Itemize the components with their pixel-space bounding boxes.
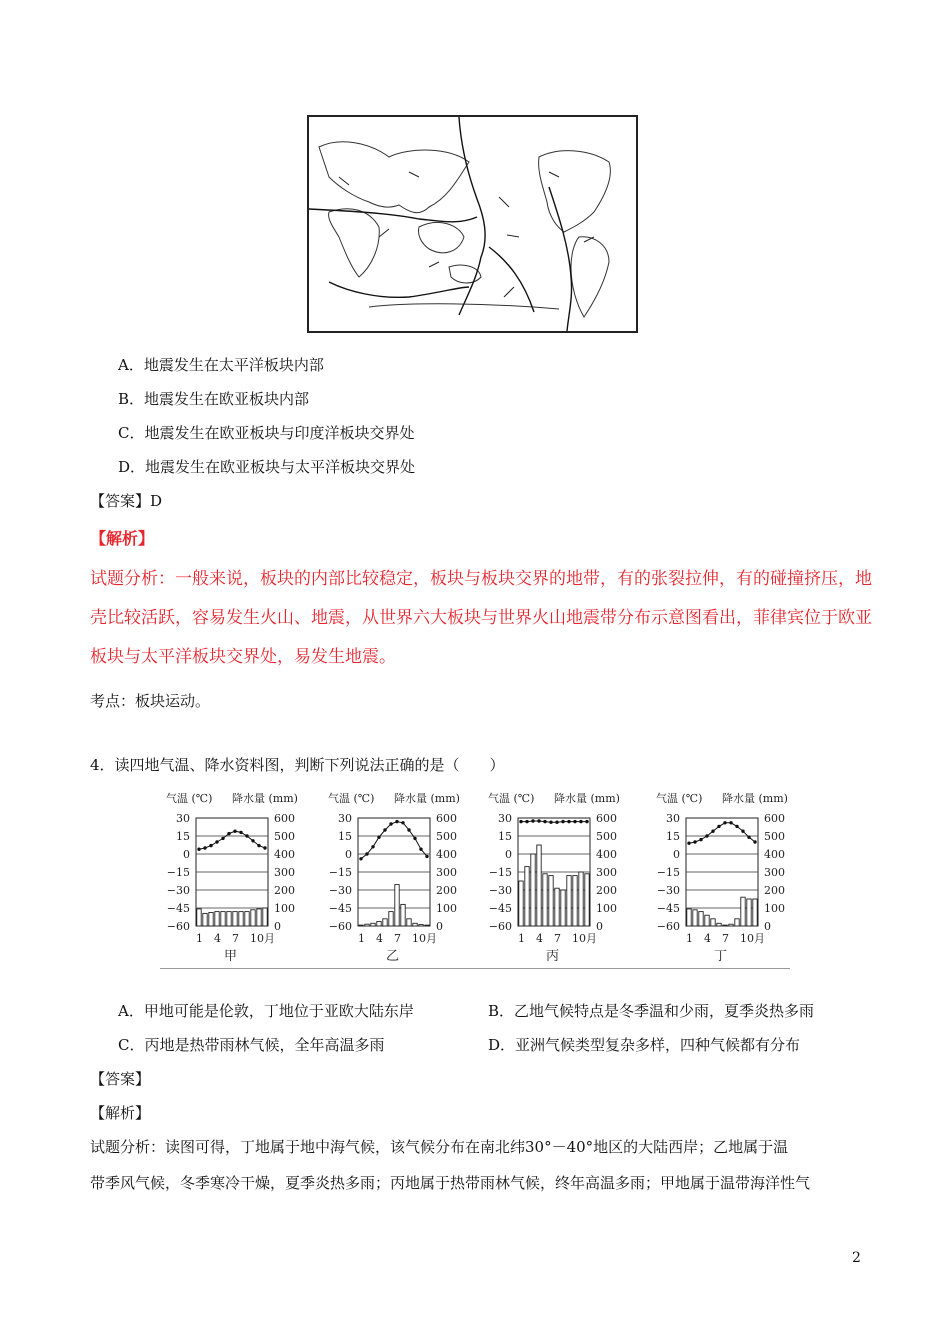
x-tick-label: 7 <box>554 932 561 945</box>
precip-tick-label: 400 <box>764 848 785 861</box>
precip-tick-label: 100 <box>764 902 785 915</box>
temp-axis-label: 气温 (℃) <box>656 792 703 805</box>
temp-point <box>197 848 200 851</box>
precip-tick-label: 200 <box>274 884 295 897</box>
q3-analysis-line-1: 试题分析：一般来说，板块的内部比较稳定，板块与板块交界的地带，有的张裂拉伸，有的碰撞挤压，地 <box>90 569 872 589</box>
temp-point <box>233 830 236 833</box>
precip-tick-label: 600 <box>596 812 617 825</box>
precip-bar <box>711 919 715 926</box>
temp-point <box>585 820 588 823</box>
x-tick-label: 7 <box>394 932 401 945</box>
x-tick-label: 7 <box>722 932 729 945</box>
temp-tick-label: −45 <box>656 902 680 915</box>
precip-tick-label: 400 <box>436 848 457 861</box>
x-tick-label: 1 <box>686 932 693 945</box>
temp-line <box>689 823 755 843</box>
q4-analysis-line-1: 试题分析：读图可得，丁地属于地中海气候，该气候分布在南北纬30°－40°地区的大陆西岸；乙地属于温 <box>90 1138 789 1156</box>
temp-point <box>741 830 744 833</box>
precip-bar <box>221 912 225 926</box>
temp-tick-label: 30 <box>498 812 512 825</box>
temp-tick-label: −45 <box>488 902 512 915</box>
temp-point <box>717 825 720 828</box>
temp-point <box>221 837 224 840</box>
precip-tick-label: 500 <box>596 830 617 843</box>
temp-point <box>413 837 416 840</box>
climate-charts-svg <box>160 786 790 970</box>
precip-bar <box>543 874 547 926</box>
precip-bar <box>365 924 369 926</box>
precip-tick-label: 300 <box>436 866 457 879</box>
temp-tick-label: −60 <box>488 920 512 933</box>
precip-bar <box>699 912 703 926</box>
precip-bar <box>209 913 213 927</box>
precip-axis-label: 降水量 (mm) <box>394 792 460 805</box>
x-tick-label: 10月 <box>572 932 597 945</box>
q3-option-b: B．地震发生在欧亚板块内部 <box>118 390 310 408</box>
precip-tick-label: 0 <box>274 920 281 933</box>
temp-point <box>729 821 732 824</box>
precip-axis-label: 降水量 (mm) <box>722 792 788 805</box>
precip-bar <box>747 899 751 926</box>
temp-tick-label: −30 <box>656 884 680 897</box>
temp-point <box>537 819 540 822</box>
precip-tick-label: 400 <box>274 848 295 861</box>
chart-title: 丁 <box>714 949 728 964</box>
precip-bar <box>257 909 261 926</box>
q3-option-c: C．地震发生在欧亚板块与印度洋板块交界处 <box>118 424 415 442</box>
temp-tick-label: −30 <box>166 884 190 897</box>
chart-title: 乙 <box>386 949 400 964</box>
x-tick-label: 7 <box>232 932 239 945</box>
temp-line <box>361 822 427 859</box>
precip-tick-label: 100 <box>436 902 457 915</box>
temp-point <box>395 820 398 823</box>
precip-axis-label: 降水量 (mm) <box>232 792 298 805</box>
precip-bar <box>215 912 219 926</box>
temp-axis-label: 气温 (℃) <box>488 792 535 805</box>
q4-option-a: A．甲地可能是伦敦，丁地位于亚欧大陆东岸 <box>118 1002 414 1020</box>
temp-point <box>227 832 230 835</box>
temp-point <box>383 828 386 831</box>
precip-bar <box>531 854 535 926</box>
precip-bar <box>741 897 745 926</box>
q3-option-d: D．地震发生在欧亚板块与太平洋板块交界处 <box>118 458 416 476</box>
temp-point <box>699 838 702 841</box>
q4-analysis-line-2: 带季风气候，冬季寒冷干燥，夏季炎热多雨；丙地属于热带雨林气候，终年高温多雨；甲地属于温带海洋性气 <box>90 1174 811 1192</box>
precip-bar <box>561 890 565 926</box>
temp-point <box>555 821 558 824</box>
chart-divider <box>160 968 790 969</box>
temp-tick-label: 0 <box>673 848 680 861</box>
temp-point <box>549 821 552 824</box>
temp-line <box>521 821 587 822</box>
temp-point <box>239 831 242 834</box>
precip-bar <box>371 923 375 926</box>
precip-bar <box>419 925 423 926</box>
temp-tick-label: 0 <box>505 848 512 861</box>
temp-tick-label: −60 <box>166 920 190 933</box>
temp-point <box>407 828 410 831</box>
precip-tick-label: 100 <box>596 902 617 915</box>
temp-point <box>257 844 260 847</box>
precip-bar <box>525 867 529 926</box>
temp-point <box>579 820 582 823</box>
q4-answer: 【答案】 <box>90 1070 151 1088</box>
precip-bar <box>359 925 363 926</box>
temp-point <box>531 819 534 822</box>
temp-tick-label: 15 <box>498 830 512 843</box>
temp-point <box>371 845 374 848</box>
precip-tick-label: 0 <box>596 920 603 933</box>
precip-tick-label: 400 <box>596 848 617 861</box>
temp-tick-label: 15 <box>666 830 680 843</box>
precip-bar <box>723 925 727 926</box>
temp-tick-label: 30 <box>338 812 352 825</box>
q4-option-b: B．乙地气候特点是冬季温和少雨，夏季炎热多雨 <box>488 1002 815 1020</box>
precip-bar <box>537 845 541 926</box>
precip-tick-label: 300 <box>596 866 617 879</box>
temp-tick-label: 15 <box>338 830 352 843</box>
precip-bar <box>693 910 697 926</box>
precip-bar <box>753 899 757 926</box>
temp-tick-label: −15 <box>656 866 680 879</box>
precip-tick-label: 100 <box>274 902 295 915</box>
precip-bar <box>705 915 709 926</box>
precip-bar <box>579 872 583 926</box>
temp-tick-label: −30 <box>328 884 352 897</box>
temp-point <box>365 852 368 855</box>
temp-point <box>401 821 404 824</box>
temp-tick-label: −45 <box>328 902 352 915</box>
temp-point <box>203 846 206 849</box>
precip-tick-label: 600 <box>274 812 295 825</box>
temp-tick-label: 0 <box>345 848 352 861</box>
temp-point <box>735 825 738 828</box>
temp-point <box>215 840 218 843</box>
temp-axis-label: 气温 (℃) <box>328 792 375 805</box>
x-tick-label: 1 <box>518 932 525 945</box>
temp-point <box>711 830 714 833</box>
temp-point <box>687 842 690 845</box>
precip-tick-label: 200 <box>764 884 785 897</box>
temp-point <box>389 822 392 825</box>
precip-bar <box>389 912 393 926</box>
temp-tick-label: −15 <box>328 866 352 879</box>
x-tick-label: 10月 <box>250 932 275 945</box>
precip-tick-label: 500 <box>274 830 295 843</box>
q4-option-d: D．亚洲气候类型复杂多样，四种气候都有分布 <box>488 1036 801 1054</box>
temp-point <box>753 840 756 843</box>
temp-tick-label: −45 <box>166 902 190 915</box>
q3-analysis-line-2: 壳比较活跃，容易发生火山、地震，从世界六大板块与世界火山地震带分布示意图看出，菲律宾位于欧亚 <box>90 608 872 628</box>
temp-point <box>705 834 708 837</box>
temp-point <box>693 840 696 843</box>
temp-point <box>377 836 380 839</box>
precip-bar <box>245 912 249 926</box>
temp-point <box>209 844 212 847</box>
temp-point <box>543 820 546 823</box>
precip-tick-label: 0 <box>436 920 443 933</box>
page-number: 2 <box>852 1250 861 1266</box>
temp-point <box>419 848 422 851</box>
precip-bar <box>401 904 405 926</box>
precip-tick-label: 500 <box>436 830 457 843</box>
temp-tick-label: 30 <box>176 812 190 825</box>
precip-bar <box>687 909 691 926</box>
chart-title: 丙 <box>546 949 560 964</box>
precip-bar <box>555 888 559 926</box>
precip-bar <box>519 881 523 926</box>
x-tick-label: 10月 <box>740 932 765 945</box>
temp-line <box>199 831 265 849</box>
temp-tick-label: −15 <box>166 866 190 879</box>
x-tick-label: 4 <box>376 932 383 945</box>
precip-bar <box>251 910 255 926</box>
q3-option-a: A．地震发生在太平洋板块内部 <box>118 356 324 374</box>
x-tick-label: 4 <box>536 932 543 945</box>
precip-bar <box>585 874 589 926</box>
precip-bar <box>549 876 553 926</box>
temp-tick-label: −60 <box>328 920 352 933</box>
precip-bar <box>227 912 231 926</box>
world-plates-map <box>307 115 638 333</box>
temp-tick-label: −60 <box>656 920 680 933</box>
temp-point <box>425 855 428 858</box>
precip-bar <box>197 909 201 926</box>
temp-point <box>723 821 726 824</box>
precip-tick-label: 600 <box>436 812 457 825</box>
precip-bar <box>239 912 243 926</box>
precip-tick-label: 200 <box>596 884 617 897</box>
temp-tick-label: −15 <box>488 866 512 879</box>
precip-tick-label: 300 <box>764 866 785 879</box>
precip-bar <box>425 925 429 926</box>
q3-analysis-line-3: 板块与太平洋板块交界处，易发生地震。 <box>90 647 396 667</box>
q4-analysis-head: 【解析】 <box>90 1104 151 1122</box>
temp-point <box>519 820 522 823</box>
climate-charts <box>160 786 790 970</box>
temp-point <box>567 820 570 823</box>
q3-kaodian: 考点：板块运动。 <box>90 692 211 710</box>
precip-bar <box>233 912 237 926</box>
precip-bar <box>567 876 571 926</box>
x-tick-label: 4 <box>214 932 221 945</box>
precip-bar <box>729 924 733 926</box>
precip-bar <box>735 919 739 926</box>
temp-point <box>561 820 564 823</box>
x-tick-label: 1 <box>196 932 203 945</box>
world-map-icon <box>309 117 636 331</box>
precip-bar <box>717 923 721 926</box>
precip-bar <box>377 922 381 927</box>
x-tick-label: 4 <box>704 932 711 945</box>
temp-point <box>245 834 248 837</box>
temp-point <box>525 820 528 823</box>
temp-point <box>251 839 254 842</box>
q3-answer: 【答案】D <box>90 492 163 510</box>
precip-bar <box>263 908 267 926</box>
precip-tick-label: 600 <box>764 812 785 825</box>
temp-point <box>359 857 362 860</box>
precip-tick-label: 300 <box>274 866 295 879</box>
temp-point <box>573 820 576 823</box>
q3-analysis-head: 【解析】 <box>90 529 155 548</box>
temp-point <box>747 836 750 839</box>
x-tick-label: 10月 <box>412 932 437 945</box>
temp-point <box>263 846 266 849</box>
precip-bar <box>395 885 399 926</box>
q4-option-c: C．丙地是热带雨林气候，全年高温多雨 <box>118 1036 385 1054</box>
precip-tick-label: 0 <box>764 920 771 933</box>
precip-bar <box>573 876 577 926</box>
temp-tick-label: 15 <box>176 830 190 843</box>
temp-tick-label: 30 <box>666 812 680 825</box>
temp-tick-label: −30 <box>488 884 512 897</box>
chart-title: 甲 <box>224 949 238 964</box>
precip-bar <box>383 919 387 926</box>
temp-tick-label: 0 <box>183 848 190 861</box>
x-tick-label: 1 <box>358 932 365 945</box>
q4-stem: 4．读四地气温、降水资料图，判断下列说法正确的是（ ） <box>90 756 505 774</box>
precip-bar <box>407 919 411 926</box>
precip-bar <box>203 913 207 926</box>
precip-tick-label: 200 <box>436 884 457 897</box>
temp-axis-label: 气温 (℃) <box>166 792 213 805</box>
precip-bar <box>413 923 417 926</box>
precip-axis-label: 降水量 (mm) <box>554 792 620 805</box>
precip-tick-label: 500 <box>764 830 785 843</box>
